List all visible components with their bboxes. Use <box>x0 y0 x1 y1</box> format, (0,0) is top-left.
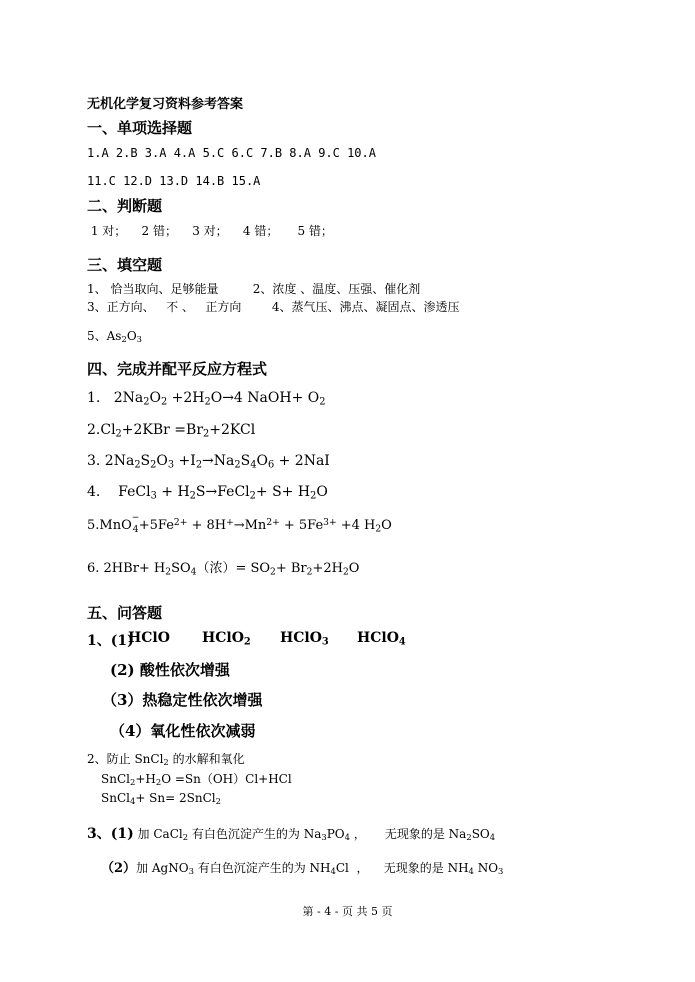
fill-blank-line-3: 5、$As_2O_3$ <box>87 329 142 345</box>
qa-1-acid-2: HClO$_2$ <box>202 630 251 648</box>
judgement-answers: 1 对； 2 错； 3 对； 4 错； 5 错； <box>87 224 333 238</box>
qa-3-line-2: （2）加 AgNO$_3$ 有白色沉淀产生的为 $NH_4Cl$ ， 无现象的是 $NH_4$ $NO_3$ <box>101 861 504 877</box>
document-title: 无机化学复习资料参考答案 <box>87 97 244 112</box>
section-heading-qa: 五、问答题 <box>87 604 163 622</box>
qa-1-label: 1、(1) <box>87 633 134 649</box>
qa-3-line-1: 3、(1) 加 CaCl$_2$ 有白色沉淀产生的为 $Na_3PO_4$ ， 无现象的是 $Na_2SO_4$ <box>87 826 496 843</box>
qa-2-line-2: $SnCl_2+H_2O =Sn(OH)Cl+HCl$ <box>101 772 292 788</box>
qa-1-acid-1: HClO <box>128 630 170 646</box>
section-heading-choice: 一、单项选择题 <box>87 119 193 137</box>
equation-2: $2.Cl_2+2KBr =Br_2+2KCl$ <box>87 422 256 440</box>
equation-3: 3. $2Na_2S_2O_3 +I_2\to Na_2S_4O_6 + 2NaI$ <box>87 453 330 471</box>
equation-5: 5.MnO − 4 $+5Fe^{2+} + 8H^+\to Mn^{2+} + 5Fe^{3+} +4$ $H_2O$ <box>87 513 392 535</box>
qa-1-part-4: （4）氧化性依次减弱 <box>110 722 256 740</box>
choice-answers-line-1: 1.A 2.B 3.A 4.A 5.C 6.C 7.B 8.A 9.C 10.A <box>87 146 376 160</box>
fill-blank-line-1: 1、 恰当取向、足够能量 2、浓度 、温度、压强、催化剂 <box>87 282 421 296</box>
reaction-arrow-icon: → <box>233 518 245 533</box>
fill-blank-line-2: 3、正方向、 不 、 正方向 4、蒸气压、沸点、凝固点、渗透压 <box>87 300 460 314</box>
reaction-arrow-icon: → <box>222 390 234 406</box>
reaction-arrow-icon: → <box>205 484 218 500</box>
qa-1-part-3: （3）热稳定性依次增强 <box>102 691 263 709</box>
choice-answers-line-2: 11.C 12.D 13.D 14.B 15.A <box>87 174 261 188</box>
equation-4: 4. FeCl$_3$ + $H_2S\to FeCl_2+ S+ H_2O$ <box>87 484 328 502</box>
reaction-arrow-icon: → <box>202 453 214 469</box>
section-heading-fill-blank: 三、填空题 <box>87 256 163 274</box>
qa-2-line-3: SnCl$_4$+ Sn= 2SnCl$_2$ <box>101 791 221 807</box>
equation-1: 1. $2Na_2O_2 +2H_2O\to 4$ NaOH+ $O_2$ <box>87 390 326 408</box>
section-heading-judgement: 二、判断题 <box>87 197 163 215</box>
section-heading-equations: 四、完成并配平反应方程式 <box>87 360 268 378</box>
equation-6: 6. $2HBr+ H_2SO_4$（浓）= $SO_2+ Br_2+2H_2O$ <box>87 561 360 578</box>
qa-1-acid-4: HClO$_4$ <box>357 630 406 648</box>
qa-1-part-2: (2) 酸性依次增强 <box>110 661 230 679</box>
qa-1-acid-3: HClO$_3$ <box>280 630 329 648</box>
qa-2-line-1: 2、防止 SnCl$_2$ 的水解和氧化 <box>87 752 245 768</box>
page-footer: 第 - 4 - 页 共 5 页 <box>302 905 393 918</box>
